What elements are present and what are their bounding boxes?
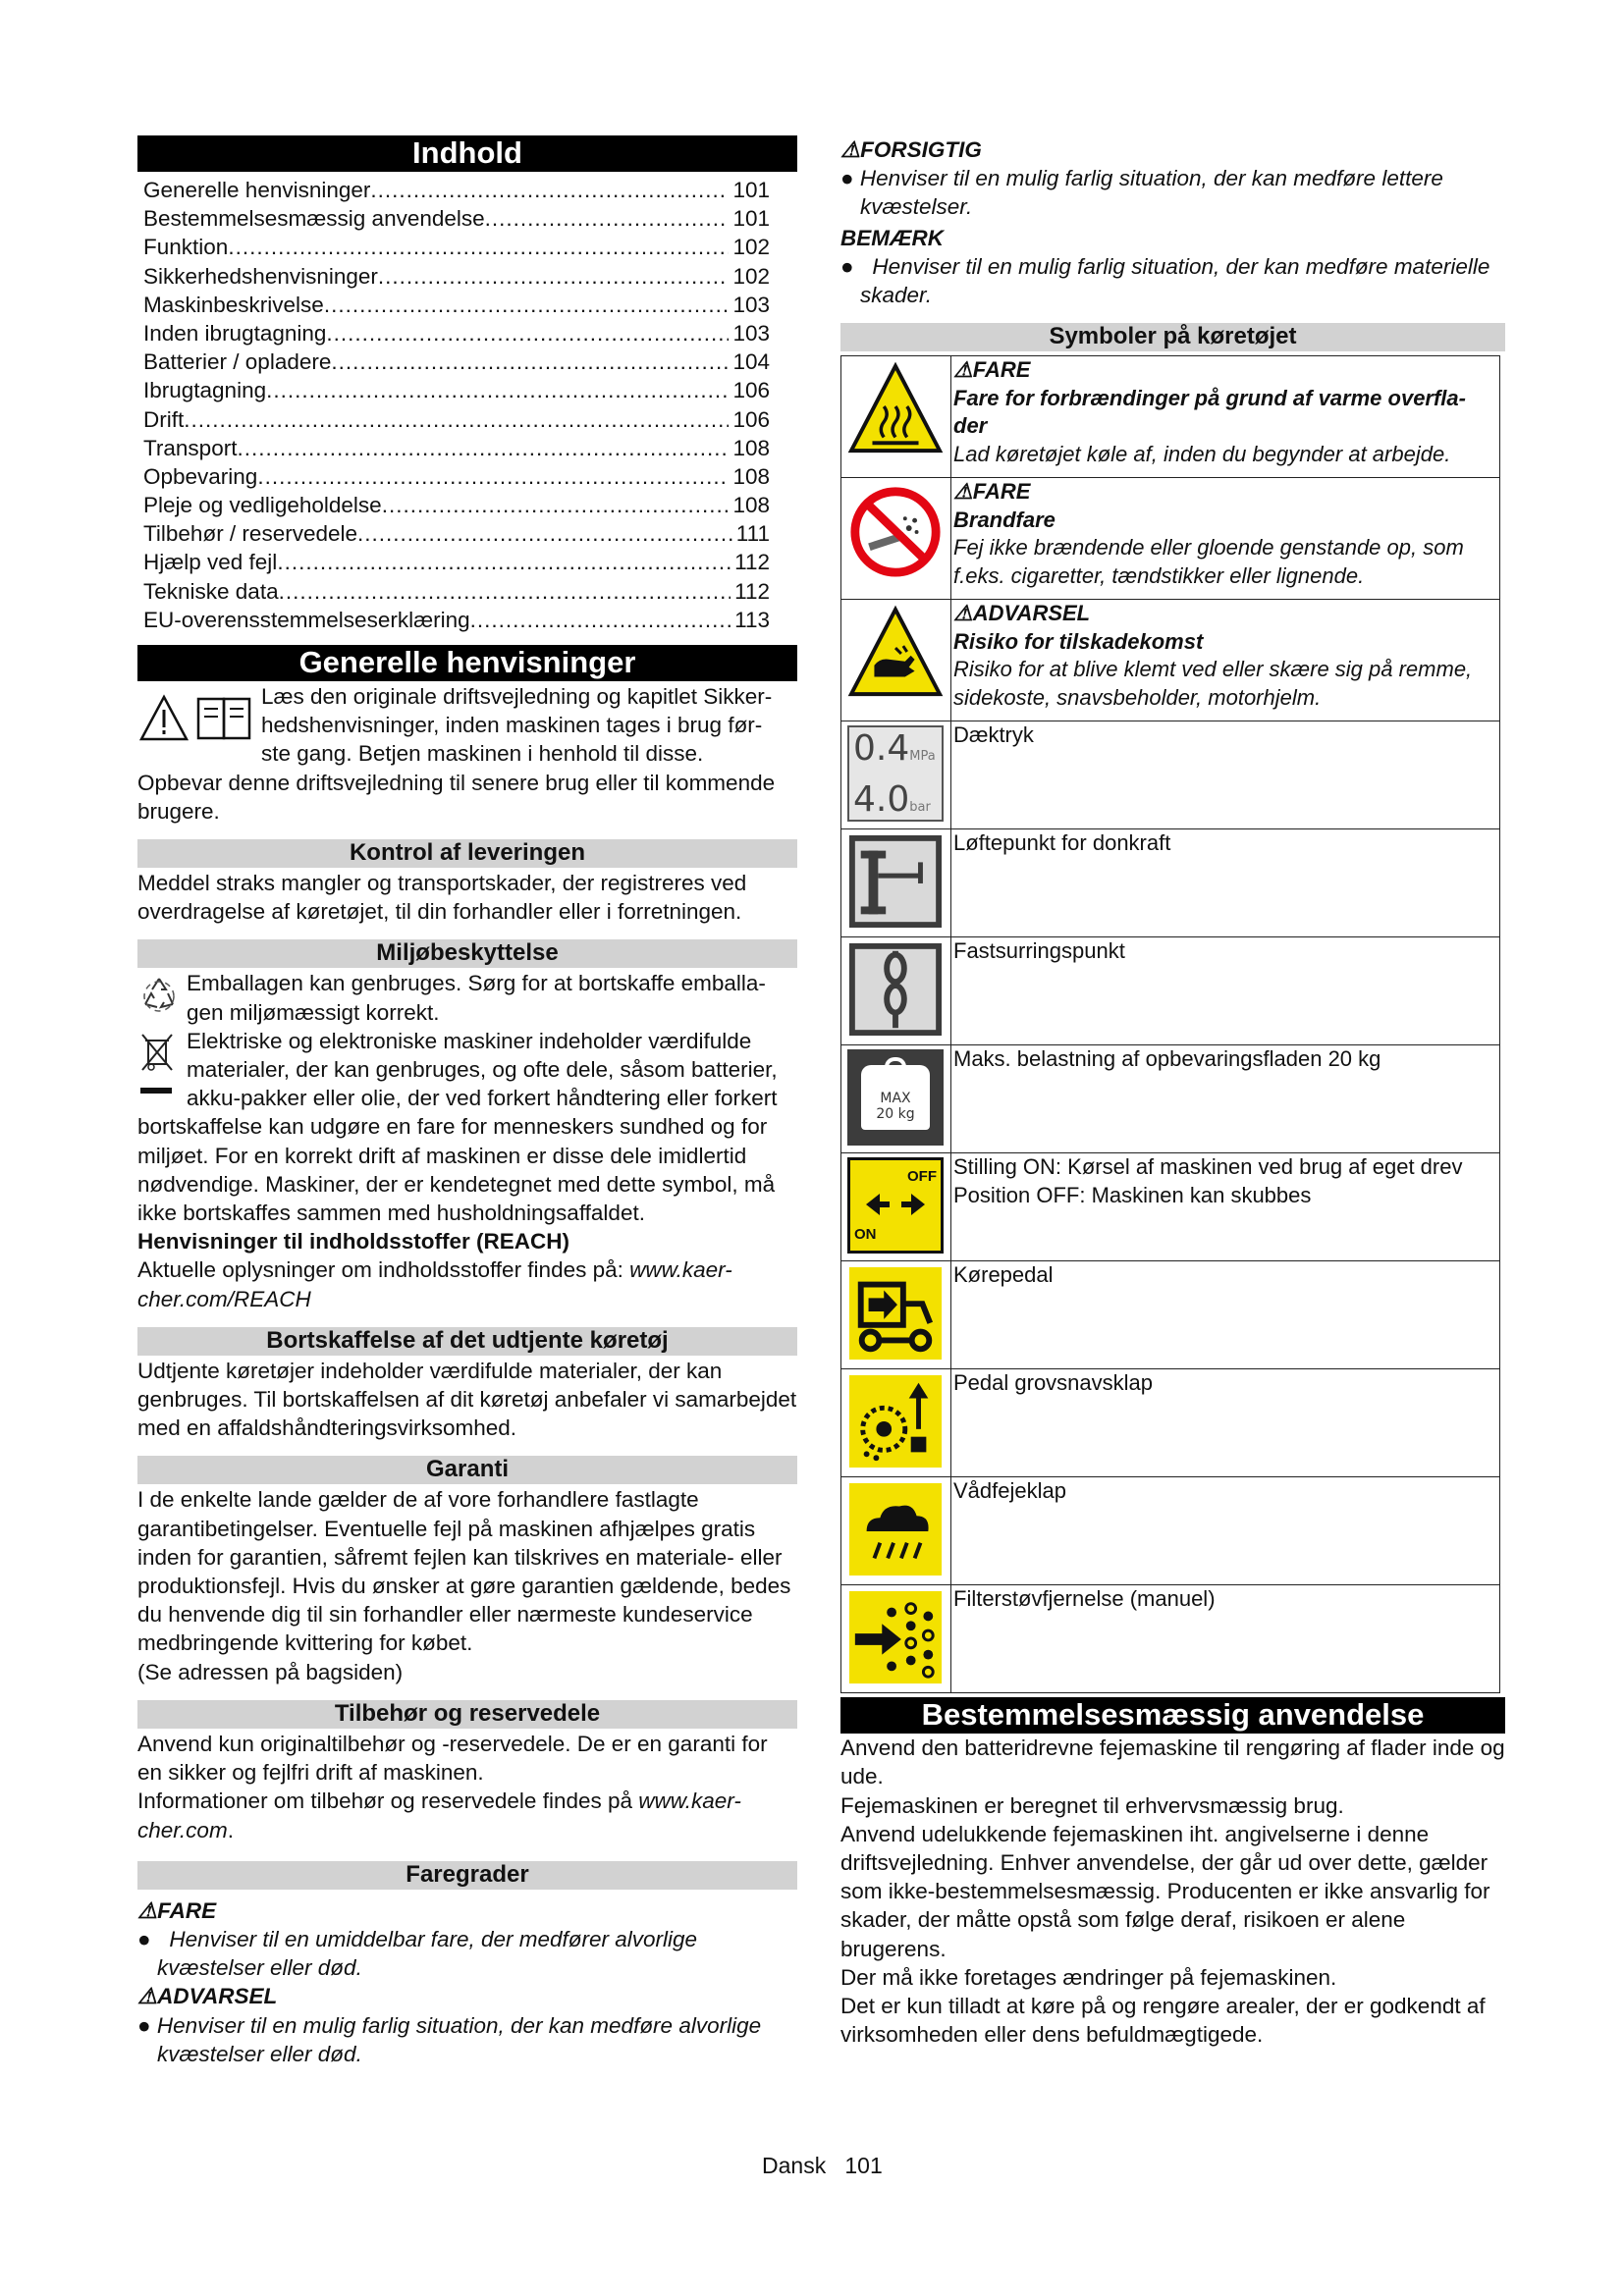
accessories-info xyxy=(137,1787,797,1843)
level-label: ⚠FORSIGTIG xyxy=(840,137,982,162)
level-text: ● Henviser til en mulig farlig situation, der kan medføre materielle skader. xyxy=(840,253,1490,308)
toc-entry-page: 103 xyxy=(732,292,770,317)
disposal-text: Udtjente køretøjer indeholder værdifulde materialer, der kan genbruges. Til bortskaffelsen af dit køretøj anbefaler vi samarbejdet med en affaldshåndteringsvirksomhed. xyxy=(137,1358,797,1441)
symbol-row xyxy=(841,1045,1500,1153)
toc-entry[interactable] xyxy=(137,291,797,319)
symbol-text: Fej ikke brændende eller gloende genstande op, som f.eks. cigaretter, tændstikker eller lignende. xyxy=(953,535,1464,588)
symbol-text: Risiko for at blive klemt ved eller skære sig på remme, sidekoste, snavsbeholder, motorhjelm. xyxy=(953,657,1473,710)
general-intro-line: ste gang. Betjen maskinen i henhold til disse. xyxy=(261,741,704,767)
toc-entry[interactable] xyxy=(137,319,797,347)
symbol-text: Fastsurringspunkt xyxy=(951,937,1500,1045)
intended-use-paragraph: Anvend udelukkende fejemaskinen iht. angivelserne i denne driftsvejledning. Enhver anvendelse, der går ud over dette, gælder som ikke-bestemmelsesmæssig. Producenten er ikke ansvarlig for skader, der måtte opstå som følge deraf, risikoen er alene brugerens. xyxy=(840,1821,1490,1961)
symbol-label: ⚠ADVARSEL xyxy=(953,601,1091,626)
wet-sweep-icon xyxy=(847,1481,944,1577)
accessories-text: Anvend kun originaltilbehør og -reservedele. De er en garanti for en sikker og fejlfri drift af maskinen. xyxy=(137,1731,768,1786)
warning-triangle-icon: ⚠ xyxy=(137,1897,158,1923)
toc-entry-page: 106 xyxy=(732,378,770,403)
toc-entry-page: 112 xyxy=(734,578,770,604)
toc-entry[interactable] xyxy=(137,491,797,519)
toc-entry[interactable] xyxy=(137,405,797,434)
symbol-row xyxy=(841,600,1500,721)
toc-leader-dots xyxy=(228,233,729,261)
symbol-row xyxy=(841,1585,1500,1693)
toc-leader-dots xyxy=(279,577,731,606)
max-load-icon: MAX 20 kg xyxy=(847,1049,944,1146)
toc-leader-dots xyxy=(470,606,731,634)
toc-entry-page: 111 xyxy=(735,521,770,547)
toc-entry-page: 108 xyxy=(732,463,770,489)
weee-line: akku-pakker eller olie, der ved forkert håndtering eller forkert xyxy=(187,1086,778,1111)
toc-entry-page: 112 xyxy=(734,550,770,575)
symbol-text: Lad køretøjet køle af, inden du begynder at arbejde. xyxy=(953,442,1451,466)
jack-point-icon xyxy=(847,833,944,930)
weee-line: materialer, der kan genbruges, og ofte dele, såsom batterier, xyxy=(187,1057,778,1083)
toc-entry-page: 108 xyxy=(732,435,770,460)
general-intro-line: hedshenvisninger, inden maskinen tages i brug før- xyxy=(261,713,763,738)
page-footer xyxy=(762,2152,883,2180)
general-heading: Generelle henvisninger xyxy=(137,645,797,681)
symbol-title: Risiko for tilskadekomst xyxy=(953,628,1204,654)
toc-leader-dots xyxy=(326,319,729,347)
symbol-text: Filterstøvfjernelse (manuel) xyxy=(951,1585,1500,1693)
symbol-row xyxy=(841,1153,1500,1261)
symbol-text: Pedal grovsnavsklap xyxy=(951,1369,1500,1477)
warning-triangle-icon: ⚠ xyxy=(953,601,973,626)
toc-entry-title: Funktion xyxy=(143,235,229,260)
toc-entry[interactable] xyxy=(137,347,797,376)
symbol-label: ⚠FARE xyxy=(953,479,1031,505)
reach-paragraph xyxy=(137,1255,797,1312)
tire-pressure-icon: 0.4MPa 4.0bar xyxy=(847,725,944,822)
toc-leader-dots xyxy=(382,491,730,519)
toc-entry-title: Transport xyxy=(143,435,238,460)
toc-leader-dots xyxy=(331,347,729,376)
level-label: BEMÆRK xyxy=(840,225,944,250)
toc-entry-title: Bestemmelsesmæssig anvendelse xyxy=(143,206,485,232)
footer-language: Dansk xyxy=(762,2153,827,2178)
toc-leader-dots xyxy=(485,204,730,233)
filter-clean-icon xyxy=(847,1589,944,1685)
intended-use-paragraph: Fejemaskinen er beregnet til erhvervsmæssig brug. xyxy=(840,1792,1344,1818)
toc-leader-dots xyxy=(237,434,729,462)
toc-leader-dots xyxy=(357,519,732,548)
toc-entry[interactable] xyxy=(137,577,797,606)
toc-entry-page: 101 xyxy=(732,178,770,202)
delivery-text: Meddel straks mangler og transportskader, der registreres ved overdragelse af køretøjet, til din forhandler eller i forretningen. xyxy=(137,871,747,925)
toc-entry[interactable] xyxy=(137,376,797,404)
toc-leader-dots xyxy=(266,376,729,404)
crush-hand-icon xyxy=(847,604,944,700)
symbol-row xyxy=(841,1477,1500,1585)
level-text: ● Henviser til en mulig farlig situation, der kan medføre alvorlige kvæstelser eller død. xyxy=(137,2012,762,2066)
toc-list xyxy=(137,176,797,634)
toc-leader-dots xyxy=(277,548,731,576)
delivery-heading: Kontrol af leveringen xyxy=(137,839,797,868)
toc-entry-title: Drift xyxy=(143,406,185,432)
reach-heading: Henvisninger til indholdsstoffer (REACH) xyxy=(137,1229,570,1255)
symbols-heading: Symboler på køretøjet xyxy=(840,323,1505,351)
toc-leader-dots xyxy=(378,262,730,291)
toc-leader-dots xyxy=(257,462,729,491)
accessories-info-end: . xyxy=(227,1817,234,1842)
level-label: ⚠FARE xyxy=(137,1897,217,1923)
symbol-row xyxy=(841,1369,1500,1477)
symbol-row xyxy=(841,478,1500,600)
drive-switch-icon: OFF ON xyxy=(847,1157,944,1254)
symbol-text: Løftepunkt for donkraft xyxy=(951,829,1500,937)
general-intro xyxy=(137,682,797,769)
symbol-row xyxy=(841,829,1500,937)
toc-leader-dots xyxy=(184,405,729,434)
drive-pedal-icon xyxy=(847,1265,944,1362)
toc-entry-title: Inden ibrugtagning xyxy=(143,320,327,346)
levels-heading: Faregrader xyxy=(137,1861,797,1890)
toc-leader-dots xyxy=(370,176,729,204)
right-column xyxy=(840,135,1505,2049)
warning-triangle-icon: ⚠ xyxy=(137,1984,158,2009)
recycle-line: Emballagen kan genbruges. Sørg for at bortskaffe emballa- xyxy=(187,971,766,996)
toc-entry-title: Maskinbeskrivelse xyxy=(143,292,324,317)
toc-entry-page: 101 xyxy=(732,206,770,232)
toc-entry[interactable] xyxy=(137,462,797,491)
reach-link[interactable]: www.kaer-cher.com/REACH xyxy=(137,1257,732,1311)
symbol-text: Kørepedal xyxy=(951,1261,1500,1369)
toc-entry[interactable] xyxy=(137,548,797,576)
coarse-flap-icon xyxy=(847,1373,944,1469)
intended-use-paragraph: Anvend den batteridrevne fejemaskine til rengøring af flader inde og ude. xyxy=(840,1735,1505,1789)
symbol-text: Dæktryk xyxy=(951,721,1500,829)
recycle-icon xyxy=(139,975,179,1014)
weee-block xyxy=(137,1027,797,1113)
toc-heading: Indhold xyxy=(137,135,797,172)
toc-entry-page: 106 xyxy=(732,406,770,432)
tie-down-icon xyxy=(847,941,944,1038)
symbol-title: Brandfare xyxy=(953,507,1056,532)
warning-triangle-icon: ⚠ xyxy=(840,137,861,162)
toc-entry-page: 102 xyxy=(732,263,770,289)
recycle-block xyxy=(137,969,797,1026)
toc-entry[interactable] xyxy=(137,606,797,634)
warranty-heading: Garanti xyxy=(137,1456,797,1484)
toc-entry-title: Tekniske data xyxy=(143,578,279,604)
crossed-bin-icon xyxy=(137,1031,177,1109)
left-column xyxy=(137,135,797,2068)
footer-page-number: 101 xyxy=(844,2153,883,2178)
toc-entry-title: Tilbehør / reservedele xyxy=(143,521,358,547)
intended-use-paragraph: Der må ikke foretages ændringer på fejemaskinen. xyxy=(840,1964,1337,1990)
symbol-text: Stilling ON: Kørsel af maskinen ved brug af eget drev Position OFF: Maskinen kan skubbes xyxy=(951,1153,1500,1261)
reach-text: Aktuelle oplysninger om indholdsstoffer findes på: xyxy=(137,1257,630,1283)
toc-entry-page: 113 xyxy=(734,607,770,632)
recycle-line: gen miljømæssigt korrekt. xyxy=(187,999,440,1025)
disposal-heading: Bortskaffelse af det udtjente køretøj xyxy=(137,1327,797,1356)
toc-entry-title: Generelle henvisninger xyxy=(143,178,371,202)
symbol-row xyxy=(841,356,1500,478)
toc-leader-dots xyxy=(324,291,730,319)
general-intro-line: Læs den originale driftsvejledning og kapitlet Sikker- xyxy=(261,684,773,709)
warranty-note: (Se adressen på bagsiden) xyxy=(137,1659,404,1684)
level-text: ● Henviser til en umiddelbar fare, der medfører alvorlige kvæstelser eller død. xyxy=(137,1926,698,1981)
general-keep-text: Opbevar denne driftsvejledning til senere brug eller til kommende brugere. xyxy=(137,770,776,824)
symbol-text: Vådfejeklap xyxy=(951,1477,1500,1585)
toc-entry-title: Batterier / opladere xyxy=(143,349,332,375)
accessories-link[interactable]: www.kaer-cher.com xyxy=(137,1789,741,1842)
toc-entry-title: EU-overensstemmelseserklæring xyxy=(143,607,470,632)
toc-entry-title: Pleje og vedligeholdelse xyxy=(143,493,382,518)
toc-entry-page: 108 xyxy=(732,493,770,518)
toc-entry[interactable] xyxy=(137,262,797,291)
symbol-row xyxy=(841,1261,1500,1369)
symbol-row xyxy=(841,937,1500,1045)
symbols-table xyxy=(840,355,1500,1693)
toc-entry-page: 103 xyxy=(732,320,770,346)
hot-surface-icon xyxy=(847,360,944,456)
symbol-text: Maks. belastning af opbevaringsfladen 20 kg xyxy=(951,1045,1500,1153)
toc-entry-title: Hjælp ved fejl xyxy=(143,550,278,575)
weee-rest: bortskaffelse kan udgøre en fare for menneskers sundhed og for miljøet. For en korrekt drift af maskinen er disse dele imidlertid nødvendige. Maskiner, der er kendetegnet med dette symbol, må ikke bortskaffes sammen med husholdningsaffaldet. xyxy=(137,1114,776,1226)
environment-heading: Miljøbeskyttelse xyxy=(137,939,797,968)
toc-entry[interactable] xyxy=(137,233,797,261)
toc-entry-page: 102 xyxy=(732,235,770,260)
symbol-label: ⚠FARE xyxy=(953,357,1031,383)
toc-entry[interactable] xyxy=(137,176,797,204)
toc-entry-title: Ibrugtagning xyxy=(143,378,267,403)
accessories-heading: Tilbehør og reservedele xyxy=(137,1700,797,1729)
warning-triangle-icon: ⚠ xyxy=(953,479,973,505)
weee-line: Elektriske og elektroniske maskiner indeholder værdifulde xyxy=(187,1028,752,1053)
toc-entry[interactable] xyxy=(137,519,797,548)
toc-entry[interactable] xyxy=(137,434,797,462)
toc-entry-title: Sikkerhedshenvisninger xyxy=(143,263,378,289)
symbol-title: Fare for forbrændinger på grund af varme overfla-der xyxy=(953,385,1466,439)
level-text: ● Henviser til en mulig farlig situation, der kan medføre lettere kvæstelser. xyxy=(840,166,1443,220)
accessories-info-text: Informationer om tilbehør og reservedele findes på xyxy=(137,1789,639,1814)
intended-use-paragraph: Det er kun tilladt at køre på og rengøre arealer, der er godkendt af virksomheden eller dens befuldmægtigede. xyxy=(840,1994,1486,2048)
symbol-row xyxy=(841,721,1500,829)
warning-manual-icon xyxy=(139,694,257,743)
intended-use-heading: Bestemmelsesmæssig anvendelse xyxy=(840,1697,1505,1734)
warning-triangle-icon: ⚠ xyxy=(953,357,973,383)
toc-entry[interactable] xyxy=(137,204,797,233)
level-label: ⚠ADVARSEL xyxy=(137,1984,278,2009)
toc-entry-page: 104 xyxy=(732,349,770,375)
toc-entry-title: Opbevaring xyxy=(143,463,258,489)
warranty-text: I de enkelte lande gælder de af vore forhandlere fastlagte garantibetingelser. Eventuelle fejl på maskinen afhjælpes gratis inden for garantien, såfremt fejlen kan tilskrives en materiale- eller produktionsfejl. Hvis du ønsker at gøre garantien gældende, bedes du henvende dig til sin forhandler eller nærmeste kundeservice medbringende kvittering for købet. xyxy=(137,1487,791,1656)
no-fire-icon xyxy=(847,482,944,578)
